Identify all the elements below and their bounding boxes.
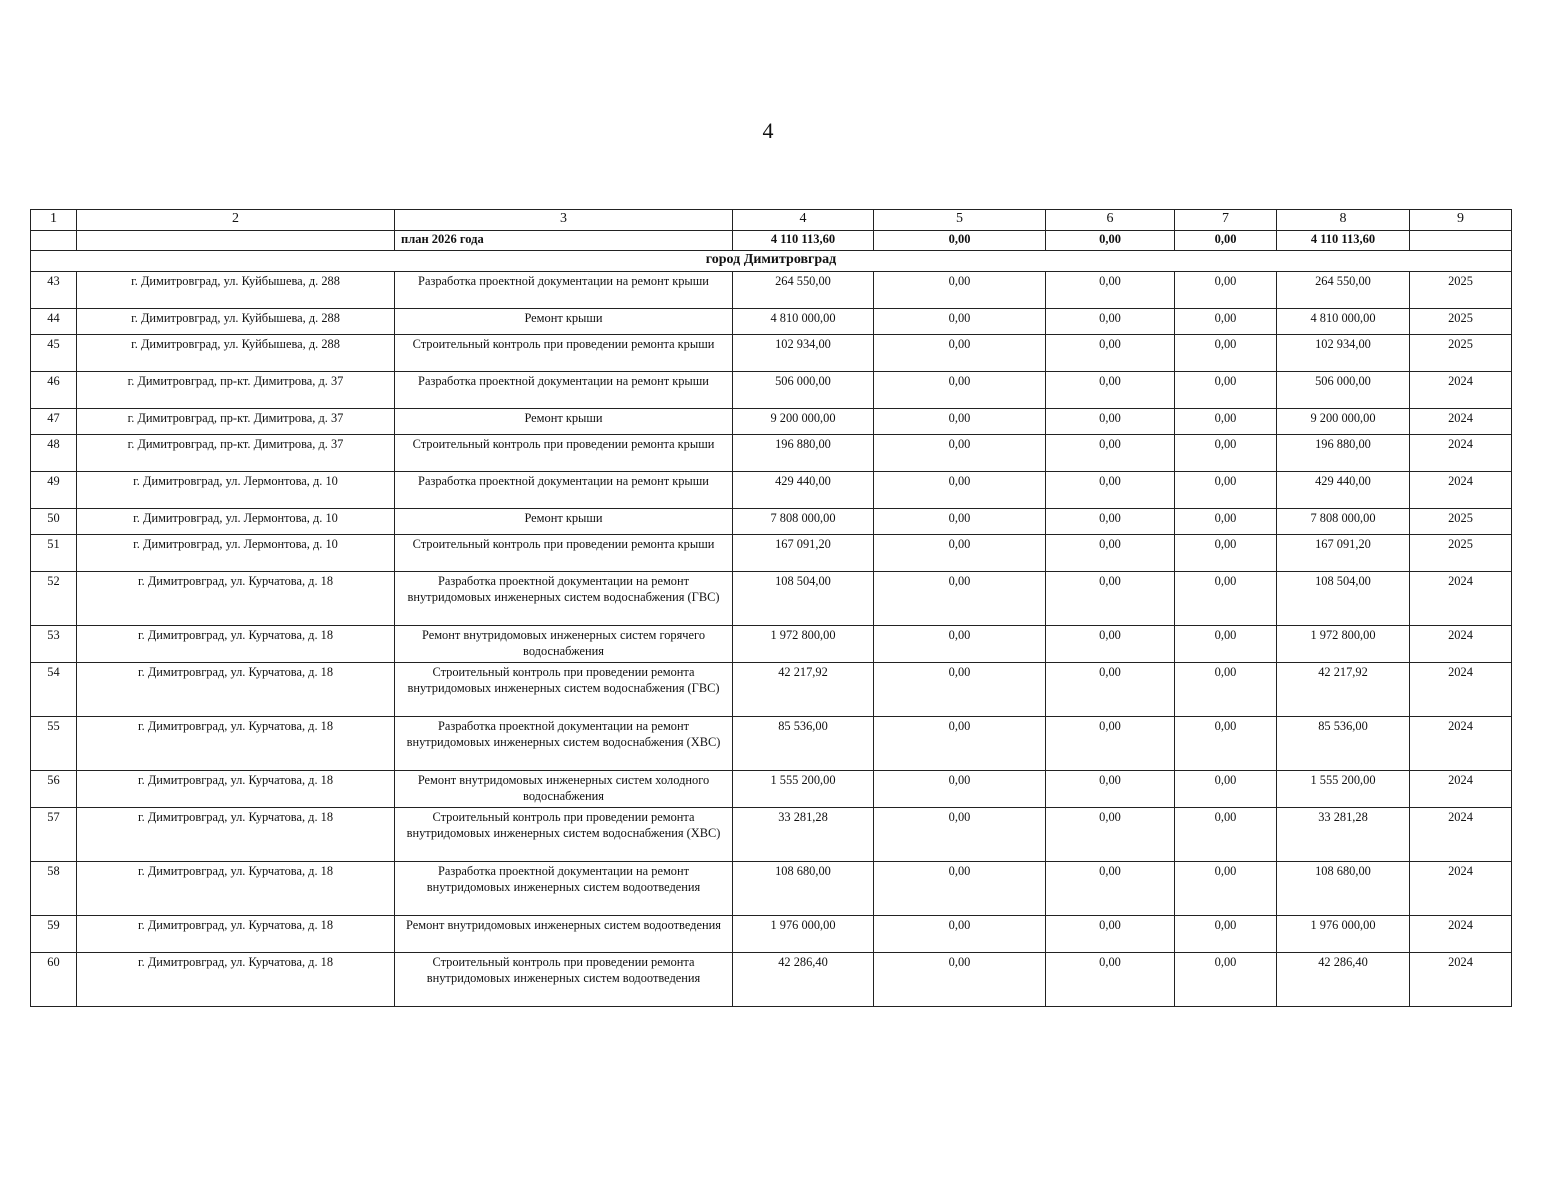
plan-col6: 0,00 — [1046, 231, 1175, 251]
amount-col7: 0,00 — [1175, 309, 1277, 335]
address-cell: г. Димитровград, ул. Курчатова, д. 18 — [77, 572, 395, 626]
table-row — [31, 916, 1512, 953]
row-number: 48 — [31, 435, 77, 472]
work-type-cell: Строительный контроль при проведении ремонта внутридомовых инженерных систем водоснабжения (ГВС) — [395, 663, 733, 717]
row-number: 58 — [31, 862, 77, 916]
table-row — [31, 372, 1512, 409]
work-type-cell: Разработка проектной документации на ремонт внутридомовых инженерных систем водоотведения — [395, 862, 733, 916]
row-number: 50 — [31, 509, 77, 535]
amount-col4: 42 217,92 — [733, 663, 874, 717]
amount-col7: 0,00 — [1175, 509, 1277, 535]
address-cell: г. Димитровград, пр-кт. Димитрова, д. 37 — [77, 409, 395, 435]
work-type-cell: Строительный контроль при проведении ремонта крыши — [395, 435, 733, 472]
section-title: город Димитровград — [31, 251, 1512, 272]
amount-col4: 108 504,00 — [733, 572, 874, 626]
amount-col6: 0,00 — [1046, 663, 1175, 717]
amount-col8: 196 880,00 — [1277, 435, 1410, 472]
table-row — [31, 272, 1512, 309]
amount-col8: 108 504,00 — [1277, 572, 1410, 626]
amount-col8: 429 440,00 — [1277, 472, 1410, 509]
works-table — [30, 209, 1512, 1007]
work-type-cell: Ремонт внутридомовых инженерных систем горячего водоснабжения — [395, 626, 733, 663]
column-number: 2 — [77, 210, 395, 231]
amount-col6: 0,00 — [1046, 717, 1175, 771]
amount-col4: 506 000,00 — [733, 372, 874, 409]
year-cell: 2024 — [1410, 916, 1512, 953]
amount-col4: 42 286,40 — [733, 953, 874, 1007]
work-type-cell: Разработка проектной документации на ремонт крыши — [395, 372, 733, 409]
amount-col4: 1 976 000,00 — [733, 916, 874, 953]
row-number: 60 — [31, 953, 77, 1007]
row-number: 51 — [31, 535, 77, 572]
column-number: 1 — [31, 210, 77, 231]
address-cell: г. Димитровград, ул. Лермонтова, д. 10 — [77, 535, 395, 572]
year-cell: 2024 — [1410, 663, 1512, 717]
amount-col8: 264 550,00 — [1277, 272, 1410, 309]
address-cell: г. Димитровград, ул. Курчатова, д. 18 — [77, 953, 395, 1007]
amount-col7: 0,00 — [1175, 372, 1277, 409]
column-number: 3 — [395, 210, 733, 231]
amount-col6: 0,00 — [1046, 335, 1175, 372]
amount-col8: 506 000,00 — [1277, 372, 1410, 409]
work-type-cell: Ремонт внутридомовых инженерных систем водоотведения — [395, 916, 733, 953]
amount-col5: 0,00 — [874, 717, 1046, 771]
table-row — [31, 771, 1512, 808]
column-number: 5 — [874, 210, 1046, 231]
amount-col8: 167 091,20 — [1277, 535, 1410, 572]
amount-col4: 167 091,20 — [733, 535, 874, 572]
address-cell: г. Димитровград, ул. Куйбышева, д. 288 — [77, 309, 395, 335]
row-number: 44 — [31, 309, 77, 335]
column-number: 6 — [1046, 210, 1175, 231]
work-type-cell: Строительный контроль при проведении ремонта внутридомовых инженерных систем водоснабжения (ХВС) — [395, 808, 733, 862]
amount-col7: 0,00 — [1175, 916, 1277, 953]
year-cell: 2024 — [1410, 572, 1512, 626]
row-number: 52 — [31, 572, 77, 626]
amount-col4: 85 536,00 — [733, 717, 874, 771]
year-cell: 2025 — [1410, 535, 1512, 572]
amount-col8: 1 976 000,00 — [1277, 916, 1410, 953]
address-cell: г. Димитровград, ул. Курчатова, д. 18 — [77, 717, 395, 771]
address-cell: г. Димитровград, ул. Лермонтова, д. 10 — [77, 472, 395, 509]
amount-col7: 0,00 — [1175, 472, 1277, 509]
table-row — [31, 862, 1512, 916]
amount-col8: 42 217,92 — [1277, 663, 1410, 717]
amount-col5: 0,00 — [874, 409, 1046, 435]
amount-col6: 0,00 — [1046, 572, 1175, 626]
row-number: 56 — [31, 771, 77, 808]
address-cell: г. Димитровград, ул. Курчатова, д. 18 — [77, 771, 395, 808]
work-type-cell: Ремонт крыши — [395, 509, 733, 535]
year-cell: 2024 — [1410, 472, 1512, 509]
table-row — [31, 335, 1512, 372]
work-type-cell: Ремонт внутридомовых инженерных систем холодного водоснабжения — [395, 771, 733, 808]
amount-col7: 0,00 — [1175, 862, 1277, 916]
work-type-cell: Строительный контроль при проведении ремонта внутридомовых инженерных систем водоотведения — [395, 953, 733, 1007]
column-number: 4 — [733, 210, 874, 231]
amount-col5: 0,00 — [874, 953, 1046, 1007]
work-type-cell: Разработка проектной документации на ремонт внутридомовых инженерных систем водоснабжения (ХВС) — [395, 717, 733, 771]
row-number: 43 — [31, 272, 77, 309]
amount-col6: 0,00 — [1046, 535, 1175, 572]
work-type-cell: Строительный контроль при проведении ремонта крыши — [395, 535, 733, 572]
address-cell: г. Димитровград, ул. Куйбышева, д. 288 — [77, 272, 395, 309]
year-cell: 2025 — [1410, 309, 1512, 335]
amount-col4: 1 972 800,00 — [733, 626, 874, 663]
row-number: 49 — [31, 472, 77, 509]
amount-col6: 0,00 — [1046, 808, 1175, 862]
row-number: 57 — [31, 808, 77, 862]
address-cell: г. Димитровград, ул. Курчатова, д. 18 — [77, 862, 395, 916]
table-row — [31, 409, 1512, 435]
amount-col7: 0,00 — [1175, 717, 1277, 771]
amount-col5: 0,00 — [874, 572, 1046, 626]
column-number: 8 — [1277, 210, 1410, 231]
amount-col5: 0,00 — [874, 472, 1046, 509]
amount-col5: 0,00 — [874, 372, 1046, 409]
work-type-cell: Разработка проектной документации на ремонт крыши — [395, 272, 733, 309]
amount-col7: 0,00 — [1175, 808, 1277, 862]
page-number: 4 — [762, 118, 774, 143]
amount-col6: 0,00 — [1046, 771, 1175, 808]
year-cell: 2024 — [1410, 409, 1512, 435]
amount-col7: 0,00 — [1175, 535, 1277, 572]
amount-col4: 4 810 000,00 — [733, 309, 874, 335]
year-cell: 2024 — [1410, 808, 1512, 862]
row-number: 53 — [31, 626, 77, 663]
table-row — [31, 717, 1512, 771]
amount-col6: 0,00 — [1046, 509, 1175, 535]
address-cell: г. Димитровград, ул. Курчатова, д. 18 — [77, 626, 395, 663]
amount-col5: 0,00 — [874, 808, 1046, 862]
table-row — [31, 472, 1512, 509]
amount-col6: 0,00 — [1046, 409, 1175, 435]
table-row — [31, 626, 1512, 663]
amount-col8: 1 555 200,00 — [1277, 771, 1410, 808]
amount-col5: 0,00 — [874, 771, 1046, 808]
address-cell: г. Димитровград, ул. Куйбышева, д. 288 — [77, 335, 395, 372]
plan-col4: 4 110 113,60 — [733, 231, 874, 251]
plan-total-row — [31, 231, 1512, 251]
year-cell: 2024 — [1410, 953, 1512, 1007]
work-type-cell: Ремонт крыши — [395, 409, 733, 435]
amount-col6: 0,00 — [1046, 435, 1175, 472]
amount-col8: 1 972 800,00 — [1277, 626, 1410, 663]
year-cell: 2024 — [1410, 435, 1512, 472]
address-cell: г. Димитровград, пр-кт. Димитрова, д. 37 — [77, 372, 395, 409]
amount-col6: 0,00 — [1046, 272, 1175, 309]
amount-col5: 0,00 — [874, 335, 1046, 372]
amount-col6: 0,00 — [1046, 372, 1175, 409]
amount-col7: 0,00 — [1175, 771, 1277, 808]
amount-col4: 7 808 000,00 — [733, 509, 874, 535]
work-type-cell: Разработка проектной документации на ремонт внутридомовых инженерных систем водоснабжения (ГВС) — [395, 572, 733, 626]
amount-col7: 0,00 — [1175, 335, 1277, 372]
plan-col7: 0,00 — [1175, 231, 1277, 251]
amount-col8: 102 934,00 — [1277, 335, 1410, 372]
year-cell: 2024 — [1410, 771, 1512, 808]
table-row — [31, 808, 1512, 862]
table-row — [31, 953, 1512, 1007]
amount-col7: 0,00 — [1175, 409, 1277, 435]
year-cell: 2025 — [1410, 272, 1512, 309]
amount-col8: 42 286,40 — [1277, 953, 1410, 1007]
table-row — [31, 309, 1512, 335]
amount-col6: 0,00 — [1046, 309, 1175, 335]
year-cell: 2024 — [1410, 626, 1512, 663]
amount-col6: 0,00 — [1046, 862, 1175, 916]
amount-col5: 0,00 — [874, 309, 1046, 335]
address-cell: г. Димитровград, ул. Курчатова, д. 18 — [77, 808, 395, 862]
amount-col6: 0,00 — [1046, 916, 1175, 953]
amount-col5: 0,00 — [874, 435, 1046, 472]
amount-col5: 0,00 — [874, 862, 1046, 916]
amount-col6: 0,00 — [1046, 953, 1175, 1007]
address-cell: г. Димитровград, ул. Лермонтова, д. 10 — [77, 509, 395, 535]
amount-col4: 1 555 200,00 — [733, 771, 874, 808]
year-cell: 2025 — [1410, 509, 1512, 535]
table-row — [31, 572, 1512, 626]
plan-col9 — [1410, 231, 1512, 251]
work-type-cell: Разработка проектной документации на ремонт крыши — [395, 472, 733, 509]
amount-col6: 0,00 — [1046, 472, 1175, 509]
address-cell: г. Димитровград, пр-кт. Димитрова, д. 37 — [77, 435, 395, 472]
row-number: 54 — [31, 663, 77, 717]
amount-col4: 264 550,00 — [733, 272, 874, 309]
table-row — [31, 435, 1512, 472]
column-number-row — [31, 210, 1512, 231]
amount-col4: 102 934,00 — [733, 335, 874, 372]
plan-col8: 4 110 113,60 — [1277, 231, 1410, 251]
amount-col4: 33 281,28 — [733, 808, 874, 862]
amount-col5: 0,00 — [874, 663, 1046, 717]
work-type-cell: Ремонт крыши — [395, 309, 733, 335]
year-cell: 2024 — [1410, 372, 1512, 409]
plan-col5: 0,00 — [874, 231, 1046, 251]
amount-col7: 0,00 — [1175, 626, 1277, 663]
column-number: 9 — [1410, 210, 1512, 231]
plan-label: план 2026 года — [395, 231, 733, 251]
amount-col5: 0,00 — [874, 626, 1046, 663]
amount-col5: 0,00 — [874, 509, 1046, 535]
column-number: 7 — [1175, 210, 1277, 231]
address-cell: г. Димитровград, ул. Курчатова, д. 18 — [77, 663, 395, 717]
amount-col7: 0,00 — [1175, 953, 1277, 1007]
year-cell: 2024 — [1410, 717, 1512, 771]
amount-col5: 0,00 — [874, 535, 1046, 572]
amount-col8: 33 281,28 — [1277, 808, 1410, 862]
year-cell: 2025 — [1410, 335, 1512, 372]
amount-col5: 0,00 — [874, 916, 1046, 953]
table-row — [31, 509, 1512, 535]
amount-col6: 0,00 — [1046, 626, 1175, 663]
amount-col8: 4 810 000,00 — [1277, 309, 1410, 335]
amount-col7: 0,00 — [1175, 663, 1277, 717]
amount-col7: 0,00 — [1175, 435, 1277, 472]
section-row — [31, 251, 1512, 272]
amount-col4: 429 440,00 — [733, 472, 874, 509]
amount-col8: 108 680,00 — [1277, 862, 1410, 916]
table-row — [31, 535, 1512, 572]
year-cell: 2024 — [1410, 862, 1512, 916]
work-type-cell: Строительный контроль при проведении ремонта крыши — [395, 335, 733, 372]
row-number: 46 — [31, 372, 77, 409]
amount-col4: 108 680,00 — [733, 862, 874, 916]
amount-col7: 0,00 — [1175, 572, 1277, 626]
table-row — [31, 663, 1512, 717]
amount-col7: 0,00 — [1175, 272, 1277, 309]
amount-col5: 0,00 — [874, 272, 1046, 309]
amount-col4: 196 880,00 — [733, 435, 874, 472]
amount-col4: 9 200 000,00 — [733, 409, 874, 435]
amount-col8: 7 808 000,00 — [1277, 509, 1410, 535]
address-cell: г. Димитровград, ул. Курчатова, д. 18 — [77, 916, 395, 953]
row-number: 59 — [31, 916, 77, 953]
amount-col8: 85 536,00 — [1277, 717, 1410, 771]
row-number: 55 — [31, 717, 77, 771]
row-number: 45 — [31, 335, 77, 372]
row-number: 47 — [31, 409, 77, 435]
amount-col8: 9 200 000,00 — [1277, 409, 1410, 435]
